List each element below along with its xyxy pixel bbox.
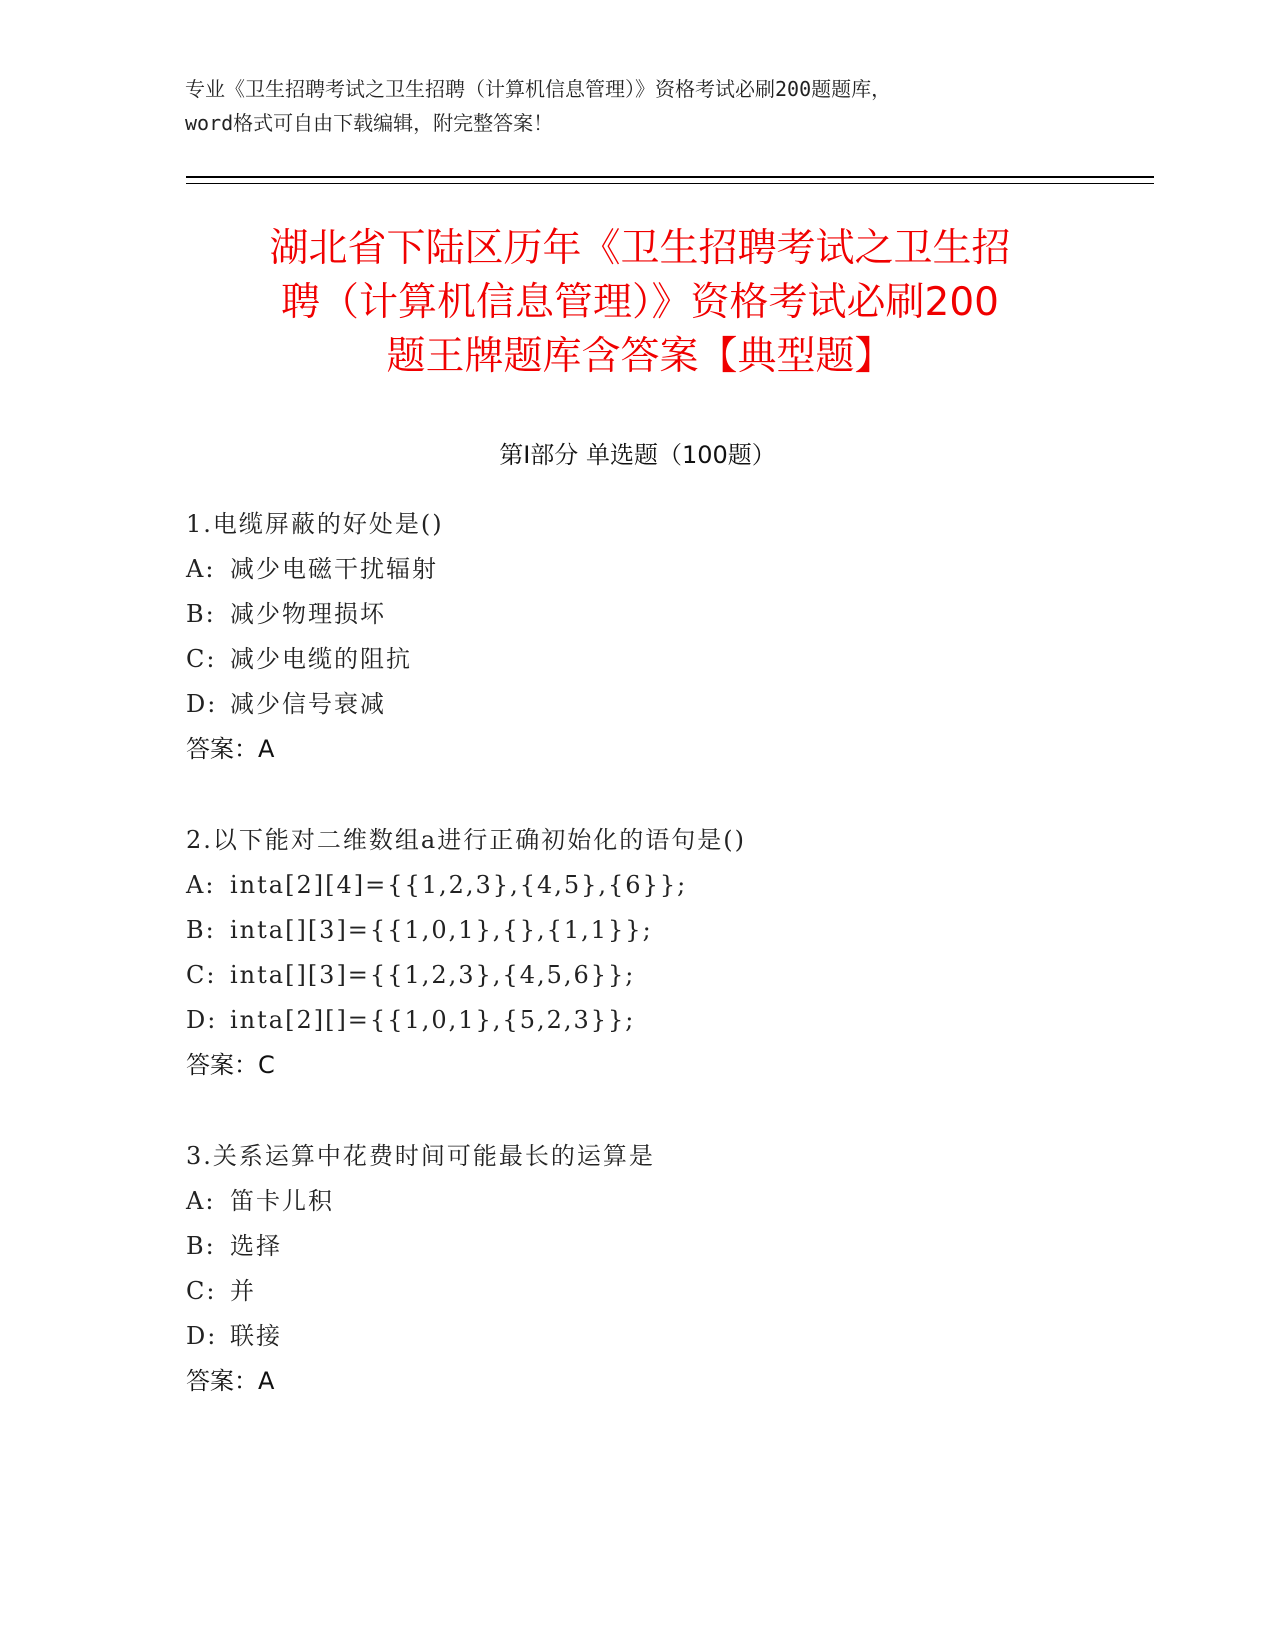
- option-text: 选择: [230, 1232, 282, 1260]
- option-text: 减少信号衰减: [230, 690, 386, 718]
- answer-line: 答案：A: [186, 1367, 275, 1395]
- option-d: [186, 1314, 1166, 1359]
- answer-line: 答案：A: [186, 735, 275, 763]
- option-c: [186, 953, 1166, 998]
- header-divider-thin: [186, 183, 1154, 184]
- document-title-line-3: 题王牌题库含答案【典型题】: [386, 334, 894, 379]
- option-d: [186, 682, 1166, 727]
- document-title-line-1: 湖北省下陆区历年《卫生招聘考试之卫生招: [269, 226, 1011, 271]
- option-d: [186, 998, 1166, 1043]
- option-text: inta[2][]={{1,0,1},{5,2,3}};: [230, 1006, 636, 1034]
- option-key: B:: [186, 600, 216, 628]
- option-key: A:: [186, 555, 216, 583]
- document-title-line-2: 聘（计算机信息管理）》资格考试必刷200: [281, 280, 999, 325]
- option-key: A:: [186, 1187, 216, 1215]
- question-2: [186, 818, 1166, 1088]
- section-title: 第Ⅰ部分 单选题（100题）: [499, 441, 776, 469]
- option-c: [186, 1269, 1166, 1314]
- option-text: 减少电缆的阻抗: [230, 645, 412, 673]
- option-key: A:: [186, 871, 216, 899]
- option-key: D:: [186, 1322, 218, 1350]
- option-text: inta[][3]={{1,2,3},{4,5,6}};: [230, 961, 636, 989]
- question-3: [186, 1134, 1166, 1404]
- option-key: B:: [186, 916, 216, 944]
- header-note: [185, 72, 1085, 140]
- option-key: C:: [186, 961, 217, 989]
- option-b: [186, 1224, 1166, 1269]
- question-stem: 3.关系运算中花费时间可能最长的运算是: [186, 1142, 655, 1170]
- option-key: D:: [186, 1006, 218, 1034]
- option-text: 联接: [230, 1322, 282, 1350]
- option-a: [186, 547, 1166, 592]
- option-text: 减少电磁干扰辐射: [230, 555, 438, 583]
- option-a: [186, 1179, 1166, 1224]
- option-text: 减少物理损坏: [230, 600, 386, 628]
- document-title: [190, 222, 1090, 384]
- header-note-line-1: 专业《卫生招聘考试之卫生招聘（计算机信息管理）》资格考试必刷200题题库，: [185, 77, 892, 101]
- header-divider-thick: [186, 176, 1154, 178]
- option-key: B:: [186, 1232, 216, 1260]
- option-key: C:: [186, 1277, 217, 1305]
- header-note-line-2: word格式可自由下载编辑，附完整答案！: [185, 111, 554, 135]
- option-text: inta[2][4]={{1,2,3},{4,5},{6}};: [230, 871, 688, 899]
- question-1: [186, 502, 1166, 772]
- option-key: D:: [186, 690, 218, 718]
- option-text: inta[][3]={{1,0,1},{},{1,1}};: [230, 916, 653, 944]
- option-text: 笛卡儿积: [230, 1187, 334, 1215]
- option-text: 并: [230, 1277, 256, 1305]
- option-a: [186, 863, 1166, 908]
- question-stem: 2.以下能对二维数组a进行正确初始化的语句是(): [186, 826, 746, 854]
- question-stem: 1.电缆屏蔽的好处是(): [186, 510, 444, 538]
- option-b: [186, 908, 1166, 953]
- option-b: [186, 592, 1166, 637]
- option-c: [186, 637, 1166, 682]
- answer-line: 答案：C: [186, 1051, 275, 1079]
- option-key: C:: [186, 645, 217, 673]
